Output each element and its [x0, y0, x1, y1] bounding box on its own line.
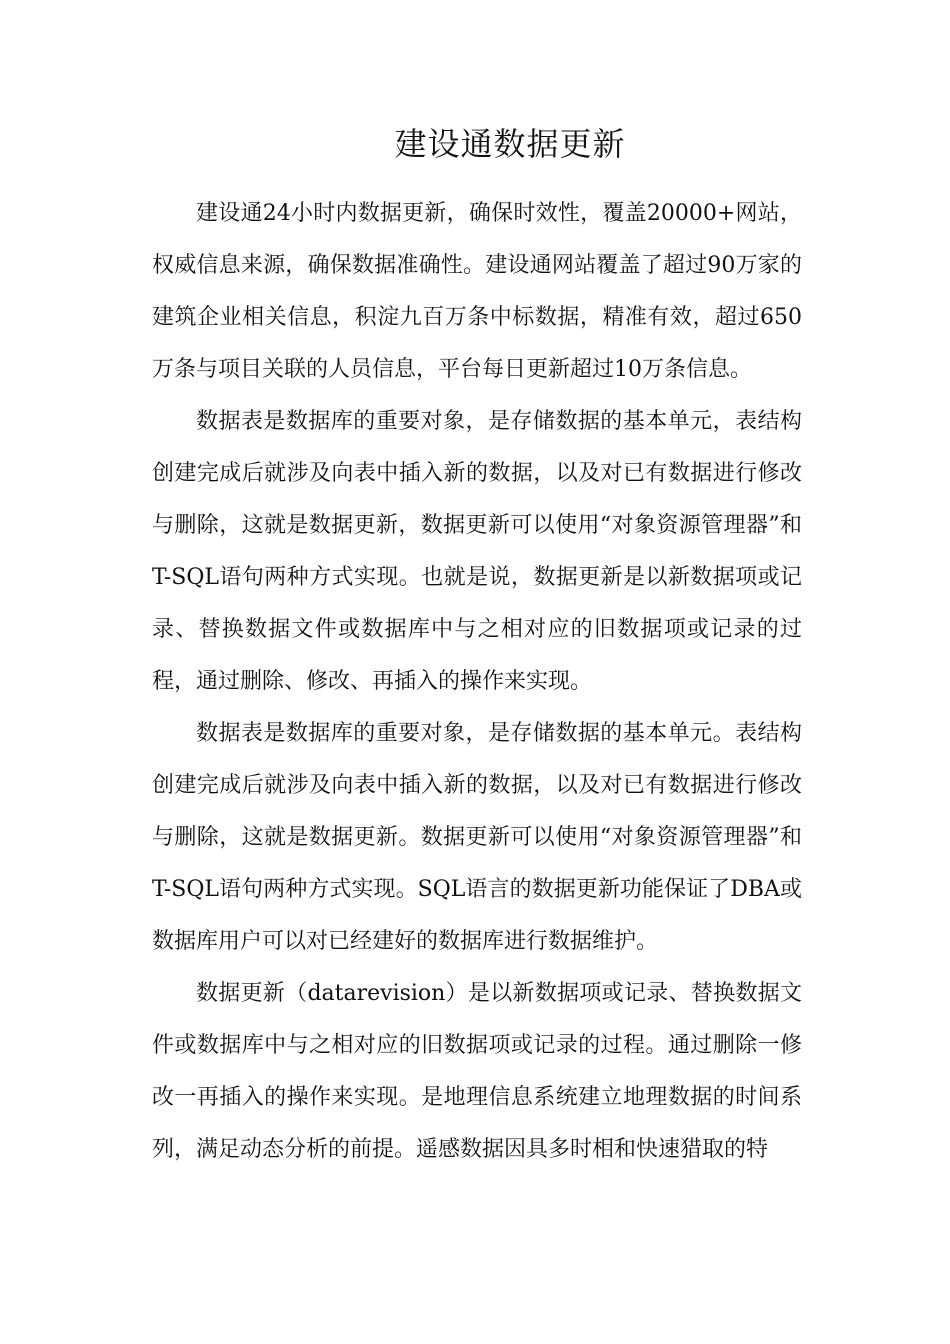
document-body	[152, 188, 802, 1176]
paragraph-4: 数据更新（datarevision）是以新数据项或记录、替换数据文件或数据库中与之相对应的旧数据项或记录的过程。通过删除一修改一再插入的操作来实现。是地理信息系统建立地理数据的时间系列，满足动态分析的前提。遥感数据因具多时相和快速猎取的特	[152, 981, 802, 1162]
paragraph-3: 数据表是数据库的重要对象，是存储数据的基本单元。表结构创建完成后就涉及向表中插入新的数据，以及对已有数据进行修改与删除，这就是数据更新。数据更新可以使用“对象资源管理器”和T-SQL语句两种方式实现。SQL语言的数据更新功能保证了DBA或数据库用户可以对已经建好的数据库进行数据维护。	[152, 721, 802, 954]
paragraph-1: 建设通24小时内数据更新，确保时效性，覆盖20000+网站，权威信息来源，确保数据准确性。建设通网站覆盖了超过90万家的建筑企业相关信息，积淀九百万条中标数据，精准有效，超过650万条与项目关联的人员信息，平台每日更新超过10万条信息。	[152, 201, 802, 382]
paragraph-2: 数据表是数据库的重要对象，是存储数据的基本单元，表结构创建完成后就涉及向表中插入新的数据，以及对已有数据进行修改与删除，这就是数据更新，数据更新可以使用“对象资源管理器”和T-SQL语句两种方式实现。也就是说，数据更新是以新数据项或记录、替换数据文件或数据库中与之相对应的旧数据项或记录的过程，通过删除、修改、再插入的操作来实现。	[152, 409, 802, 694]
document-title: 建设通数据更新	[394, 125, 626, 163]
